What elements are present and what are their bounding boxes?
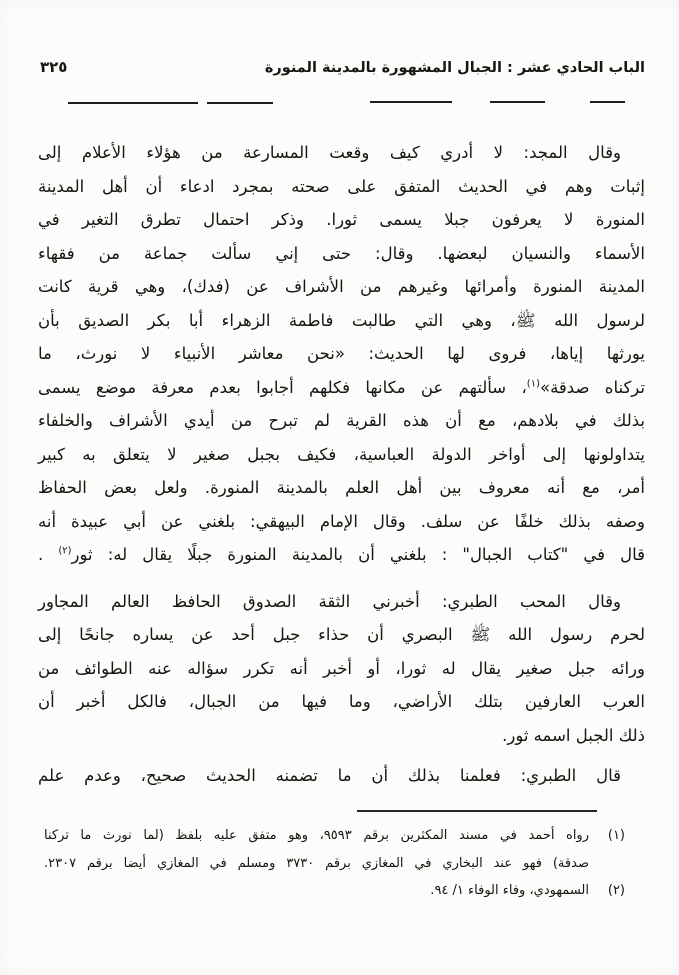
text-segment: قال الطبري: فعلمنا بذلك أن ما تضمنه الحديث صحيح، وعدم علم (38, 766, 621, 785)
chapter-title: الباب الحادي عشر : الجبال المشهورة بالمدينة المنورة (264, 60, 645, 76)
footnote-separator (357, 810, 597, 812)
text-segment: ورائه جبل صغير يقال له ثورا، أو أخبر أنه تكرر سؤاله عنه الطوائف من (38, 658, 645, 678)
text-line (38, 337, 645, 371)
text-line (38, 170, 645, 204)
text-segment: المدينة المنورة وأمرائها وغيرهم من الأشراف عن (فدك)، وهي قرية كانت (38, 277, 645, 296)
text-segment: لرسول الله ﷺ، وهي التي طالبت فاطمة الزهراء أبا بكر الصديق بأن (38, 310, 645, 330)
paragraph (38, 759, 645, 793)
text-segment: السمهودي، وفاء الوفاء ١/ ٩٤. (430, 883, 589, 898)
header-rule (0, 101, 679, 105)
text-segment: يتداولونها إلى أواخر الدولة العباسية، فكيف بجبل صغير لا يتعلق به كبير (38, 444, 645, 464)
text-segment: ، سألتهم عن مكانها فكلهم أجابوا بعدم معرفة موضع يسمى (38, 377, 527, 397)
text-line (44, 877, 589, 905)
text-segment: المنورة لا يعرفون جبلا يسمى ثورا. وذكر احتمال تطرق التغير في (38, 210, 645, 229)
page-header (40, 58, 645, 76)
footnote (44, 822, 625, 877)
text-line (38, 585, 645, 619)
text-segment: يورثها إياها، فروى لها الحديث: «نحن معاشر الأنبياء لا نورث، ما (38, 344, 645, 363)
paragraph (38, 136, 645, 572)
text-line (38, 471, 645, 505)
text-segment: . (38, 545, 59, 564)
text-line (38, 759, 645, 793)
text-line (38, 505, 645, 539)
text-segment: الأسماء والنسيان لبعضها. وقال: حتى إني سألت جماعة من فقهاء (38, 243, 645, 263)
text-segment: لحرم رسول الله ﷺ البصري أن حذاء جبل أحد عن يساره جانحًا إلى (38, 625, 645, 644)
text-segment: رواه أحمد في مسند المكثرين برقم ٩٥٩٣، وهو متفق عليه بلفظ (لما نورث ما تركنا (44, 828, 589, 843)
text-line (38, 203, 645, 237)
body-text (38, 136, 645, 793)
text-line (38, 618, 645, 652)
text-segment: صدقة) فهو عند البخاري في المغازي برقم ٣٧٣٠ ومسلم في المغازي أيضا برقم ٢٣٠٧. (44, 855, 589, 871)
text-line (38, 136, 645, 170)
text-line (38, 237, 645, 271)
footnote-marker: (٢) (607, 883, 625, 898)
footnote-text (44, 877, 589, 905)
text-line (38, 652, 645, 686)
footnote (44, 877, 625, 905)
text-segment: ذلك الجبل اسمه ثور. (502, 725, 645, 745)
text-line (44, 850, 589, 878)
text-segment: وقال المجد: لا أدري كيف وقعت المسارعة من هؤلاء الأعلام إلى (38, 143, 621, 162)
text-line (38, 538, 645, 572)
text-segment: أمر، مع أنه معروف بين أهل العلم بالمدينة المنورة. ولعل بعض الحفاظ (38, 478, 645, 497)
footnote-marker: (١) (607, 828, 625, 843)
text-segment: وصفه بذلك خلفًا عن سلف. وقال الإمام البيهقي: بلغني عن أبي عبيدة أنه (38, 511, 645, 531)
footnote-text (44, 822, 589, 877)
text-segment: بذلك في بلادهم، مع أن هذه القرية لم تبرح من أيدي الأشراف والخلفاء (38, 411, 645, 430)
text-line (38, 438, 645, 472)
text-segment: إثبات وهم في الحديث المتفق على صحته بمجرد ادعاء أن أهل المدينة (38, 176, 645, 196)
footnote-ref: (٢) (58, 545, 72, 557)
text-segment: العرب العارفين بتلك الأراضي، وما فيها من الجبال، فالكل أخبر أن (38, 692, 645, 711)
footnotes (44, 822, 625, 905)
footnote-ref: (١) (526, 378, 540, 389)
text-line (38, 371, 645, 405)
paragraph (38, 585, 645, 753)
text-line (38, 719, 645, 753)
text-line (44, 822, 589, 850)
text-segment: قال في "كتاب الجبال" : بلغني أن بالمدينة المنورة جبلًا يقال له: ثور (71, 545, 645, 564)
page-number: ٣٢٥ (40, 58, 68, 76)
text-line (38, 404, 645, 438)
text-line (38, 685, 645, 719)
text-line (38, 304, 645, 338)
text-segment: وقال المحب الطبري: أخبرني الثقة الصدوق الحافظ العالم المجاور (38, 591, 621, 611)
text-segment: تركناه صدقة» (539, 377, 646, 397)
text-line (38, 270, 645, 304)
